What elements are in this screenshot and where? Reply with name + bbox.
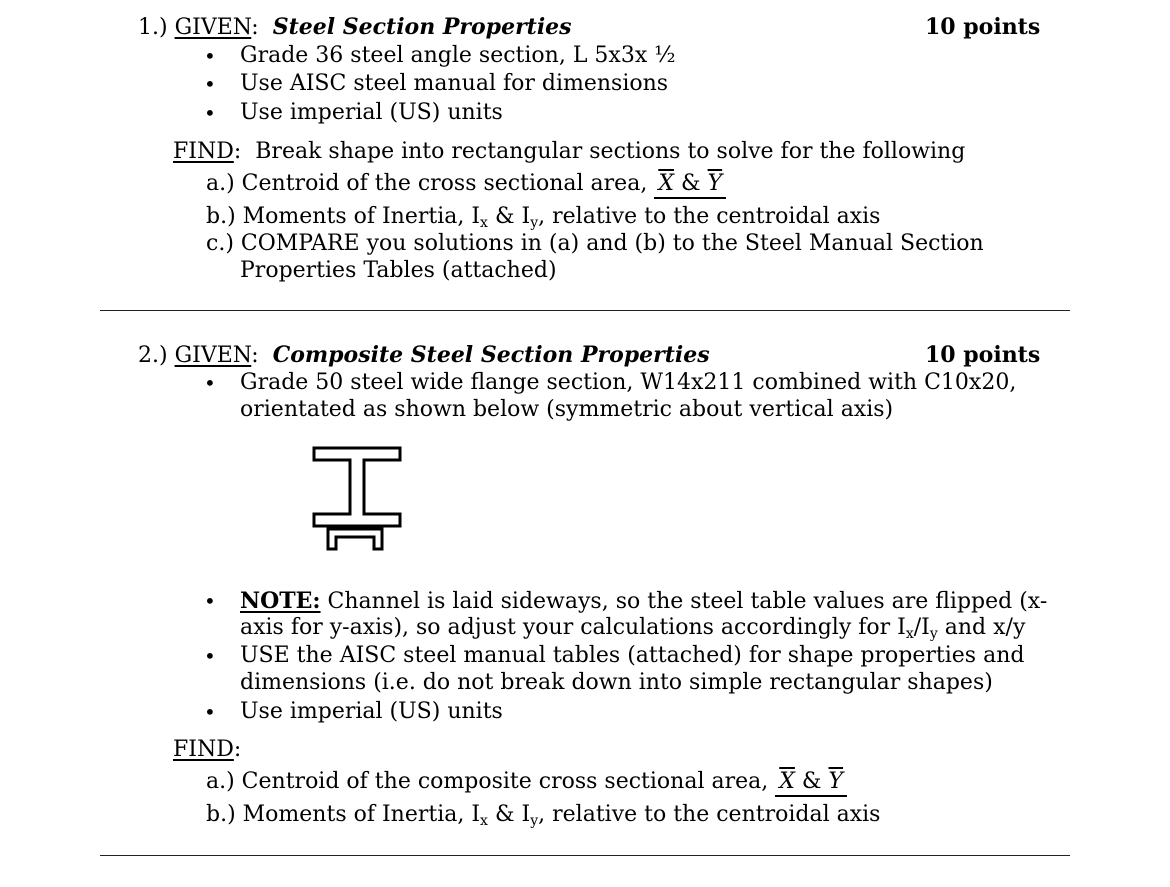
problem2-item-a-text: a.) Centroid of the composite cross sectional area, bbox=[206, 769, 769, 794]
problem1-find-text: Break shape into rectangular sections to solve for the following bbox=[255, 139, 966, 164]
problem1-item-b bbox=[206, 204, 880, 230]
problem1-bullet-2: Use AISC steel manual for dimensions bbox=[240, 71, 669, 96]
problem2-find bbox=[173, 737, 241, 763]
problem1-item-a bbox=[206, 171, 726, 199]
wide-flange-shape bbox=[314, 448, 400, 526]
composite-section-diagram bbox=[300, 440, 410, 555]
problem1-colon: : bbox=[251, 15, 259, 40]
problem2-find-label: FIND bbox=[173, 737, 234, 762]
problem2-title: Composite Steel Section Properties bbox=[272, 342, 710, 368]
problem1-number: 1.) bbox=[138, 15, 168, 40]
problem2-item-a bbox=[206, 769, 847, 797]
problem2-use-line1: USE the AISC steel manual tables (attached) for shape properties and bbox=[240, 643, 1025, 668]
problem2-use-line2: dimensions (i.e. do not break down into simple rectangular shapes) bbox=[240, 670, 993, 695]
problem2-item-b-suffix: , relative to the centroidal axis bbox=[538, 802, 881, 827]
problem1-item-b-suffix: , relative to the centroidal axis bbox=[538, 204, 881, 229]
amp: & bbox=[680, 171, 701, 196]
divider bbox=[100, 855, 1070, 856]
problem2-item-b bbox=[206, 802, 880, 828]
problem1-find-label: FIND bbox=[173, 139, 234, 164]
problem1-given-label: GIVEN bbox=[174, 15, 252, 40]
centroid-symbol bbox=[654, 173, 726, 199]
sub-y: y bbox=[929, 626, 938, 642]
y-bar: $\overline{Y}$ bbox=[707, 171, 723, 196]
sub-x: x bbox=[905, 626, 914, 642]
sub-y: y bbox=[530, 813, 539, 829]
note-line1-text: Channel is laid sideways, so the steel table values are flipped (x- bbox=[320, 589, 1048, 614]
bullet-icon: • bbox=[204, 589, 216, 613]
note-label: NOTE: bbox=[240, 588, 321, 614]
problem1-points: 10 points bbox=[925, 14, 1041, 40]
sub-x: x bbox=[480, 813, 488, 829]
sub-y: y bbox=[530, 215, 539, 231]
problem2-points: 10 points bbox=[925, 342, 1041, 368]
bullet-icon: • bbox=[204, 371, 216, 395]
bullet-icon: • bbox=[204, 44, 216, 68]
problem2-given-label: GIVEN bbox=[174, 343, 252, 368]
problem1-item-b-prefix: b.) Moments of Inertia, I bbox=[206, 204, 481, 229]
problem1-title: Steel Section Properties bbox=[272, 14, 572, 40]
problem2-bullet-1-line2: orientated as shown below (symmetric about vertical axis) bbox=[240, 397, 894, 422]
x-bar: $\overline{X}$ bbox=[658, 171, 674, 196]
problem1-item-b-mid: & I bbox=[487, 204, 531, 229]
sub-x: x bbox=[480, 215, 488, 231]
bullet-icon: • bbox=[204, 644, 216, 668]
problem2-find-colon: : bbox=[233, 737, 242, 762]
problem1-item-c-line2: Properties Tables (attached) bbox=[240, 258, 557, 283]
problem2-units: Use imperial (US) units bbox=[240, 699, 503, 724]
problem2-number: 2.) bbox=[138, 343, 168, 368]
problem2-item-b-mid: & I bbox=[487, 802, 531, 827]
problem1-bullet-1: Grade 36 steel angle section, L 5x3x ½ bbox=[240, 43, 676, 68]
problem1-bullet-3: Use imperial (US) units bbox=[240, 100, 503, 125]
bullet-icon: • bbox=[204, 101, 216, 125]
x-bar: $\overline{X}$ bbox=[779, 769, 795, 794]
note-line2-b: /I bbox=[913, 615, 930, 640]
bullet-icon: • bbox=[204, 72, 216, 96]
amp: & bbox=[801, 769, 822, 794]
y-bar: $\overline{Y}$ bbox=[828, 769, 844, 794]
problem2-colon: : bbox=[251, 343, 259, 368]
note-line2-c: and x/y bbox=[937, 615, 1026, 640]
problem2-note-line1 bbox=[240, 588, 1047, 615]
problem1-item-a-text: a.) Centroid of the cross sectional area, bbox=[206, 171, 648, 196]
problem2-bullet-1-line1: Grade 50 steel wide flange section, W14x211 combined with C10x20, bbox=[240, 370, 1017, 395]
problem1-item-c-line1: c.) COMPARE you solutions in (a) and (b) to the Steel Manual Section bbox=[206, 231, 984, 256]
channel-shape bbox=[328, 529, 382, 549]
bullet-icon: • bbox=[204, 700, 216, 724]
note-line2-a: axis for y-axis), so adjust your calculations accordingly for I bbox=[240, 615, 906, 640]
problem2-item-b-prefix: b.) Moments of Inertia, I bbox=[206, 802, 481, 827]
divider bbox=[100, 310, 1070, 311]
problem1-find-colon: : bbox=[233, 139, 242, 164]
problem2-note-line2 bbox=[240, 615, 1025, 641]
problem1-find bbox=[173, 139, 965, 165]
centroid-symbol bbox=[775, 771, 847, 797]
problem1-header bbox=[138, 14, 572, 41]
problem2-header bbox=[138, 342, 710, 369]
